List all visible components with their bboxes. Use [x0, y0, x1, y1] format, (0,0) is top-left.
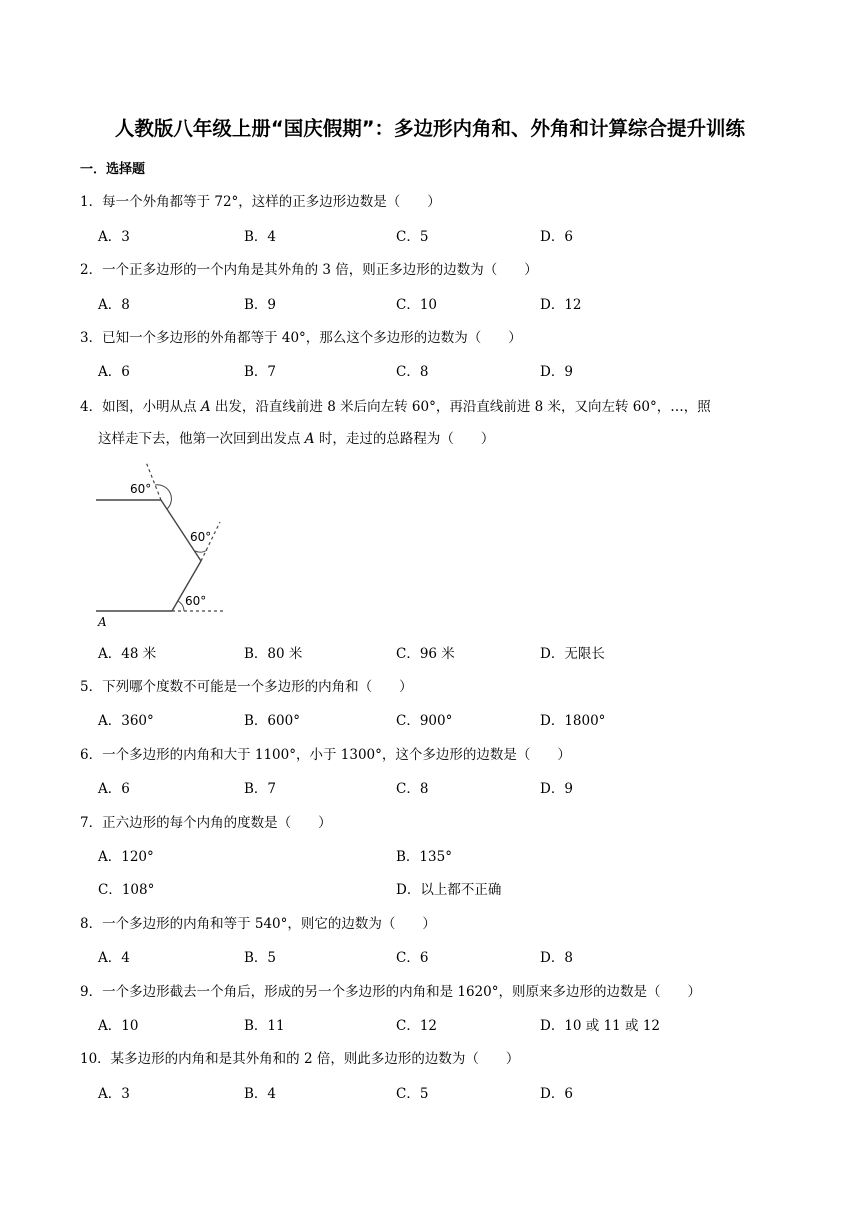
q9-option-d: D．10 或 11 或 12: [540, 1018, 661, 1034]
q8-option-b: B．5: [244, 950, 277, 966]
q1-option-d: D．6: [540, 229, 573, 245]
q4-option-d: D．无限长: [540, 646, 605, 662]
angle-label-bottom: 60°: [185, 594, 207, 608]
question-7: 7．正六边形的每个内角的度数是（ ）: [80, 815, 332, 831]
q4-option-b: B．80 米: [244, 646, 303, 662]
q8-option-c: C．6: [396, 950, 429, 966]
q7-option-c: C．108°: [98, 882, 155, 898]
q2-option-d: D．12: [540, 297, 582, 313]
walking-path-figure: [92, 458, 232, 628]
q7-option-d: D．以上都不正确: [396, 882, 502, 898]
question-8: 8．一个多边形的内角和等于 540°，则它的边数为（ ）: [80, 916, 436, 932]
question-4: 4．如图，小明从点 A 出发，沿直线前进 8 米后向左转 60°，再沿直线前进 8 米，又向左转 60°，…，照: [80, 399, 711, 415]
q9-option-c: C．12: [396, 1018, 438, 1034]
q7-option-b: B．135°: [396, 849, 452, 865]
q2-option-c: C．10: [396, 297, 438, 313]
q5-option-b: B．600°: [244, 713, 300, 729]
point-label-a: A: [98, 615, 107, 628]
question-5: 5．下列哪个度数不可能是一个多边形的内角和（ ）: [80, 679, 413, 695]
q10-option-d: D．6: [540, 1086, 573, 1102]
q6-option-c: C．8: [396, 781, 429, 797]
q4-option-c: C．96 米: [396, 646, 455, 662]
q1-option-c: C．5: [396, 229, 429, 245]
question-2: 2．一个正多边形的一个内角是其外角的 3 倍，则正多边形的边数为（ ）: [80, 262, 538, 278]
question-3: 3．已知一个多边形的外角都等于 40°，那么这个多边形的边数为（ ）: [80, 330, 522, 346]
q8-option-d: D．8: [540, 950, 573, 966]
q9-option-b: B．11: [244, 1018, 285, 1034]
q10-option-b: B．4: [244, 1086, 277, 1102]
question-4-cont: 这样走下去，他第一次回到出发点 A 时，走过的总路程为（ ）: [98, 431, 495, 447]
q10-option-c: C．5: [396, 1086, 429, 1102]
q3-option-a: A．6: [98, 364, 130, 380]
q3-option-d: D．9: [540, 364, 573, 380]
q1-option-b: B．4: [244, 229, 277, 245]
point-a-var-2: A: [304, 431, 315, 447]
q7-option-a: A．120°: [98, 849, 154, 865]
q10-option-a: A．3: [98, 1086, 130, 1102]
q3-option-b: B．7: [244, 364, 277, 380]
angle-arc-top: [155, 485, 171, 509]
point-a-var: A: [200, 399, 211, 415]
q2-option-a: A．8: [98, 297, 130, 313]
q6-option-a: A．6: [98, 781, 130, 797]
q3-option-c: C．8: [396, 364, 429, 380]
q4-option-a: A．48 米: [98, 646, 157, 662]
q5-option-a: A．360°: [98, 713, 154, 729]
question-9: 9．一个多边形截去一个角后，形成的另一个多边形的内角和是 1620°，则原来多边形的边数是（ ）: [80, 984, 701, 1000]
q5-option-d: D．1800°: [540, 713, 606, 729]
q5-option-c: C．900°: [396, 713, 453, 729]
angle-label-top: 60°: [130, 482, 152, 496]
question-10: 10．某多边形的内角和是其外角和的 2 倍，则此多边形的边数为（ ）: [80, 1051, 520, 1067]
page-title: 人教版八年级上册“国庆假期”：多边形内角和、外角和计算综合提升训练: [114, 117, 746, 140]
question-6: 6．一个多边形的内角和大于 1100°，小于 1300°，这个多边形的边数是（ ）: [80, 747, 571, 763]
q2-option-b: B．9: [244, 297, 277, 313]
q9-option-a: A．10: [98, 1018, 139, 1034]
section-heading: 一．选择题: [80, 162, 146, 177]
angle-arc-bottom: [178, 601, 184, 611]
q6-option-b: B．7: [244, 781, 277, 797]
question-1: 1．每一个外角都等于 72°，这样的正多边形边数是（ ）: [80, 194, 441, 210]
q8-option-a: A．4: [98, 950, 130, 966]
angle-label-middle: 60°: [190, 530, 212, 544]
q1-option-a: A．3: [98, 229, 130, 245]
q6-option-d: D．9: [540, 781, 573, 797]
angle-arc-middle: [195, 550, 207, 552]
